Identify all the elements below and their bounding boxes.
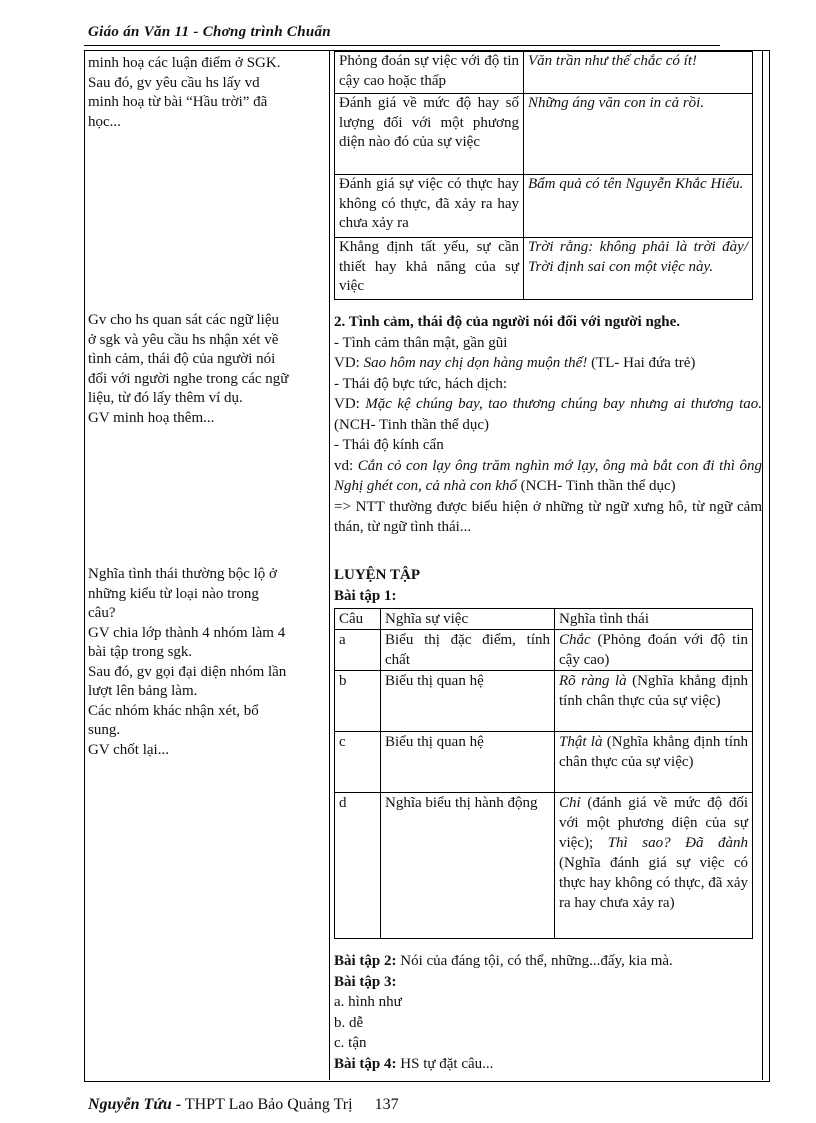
note-line: minh hoạ các luận điểm ở SGK. [88, 55, 281, 71]
section-heading: 2. Tình cảm, thái độ của người nói đối với người nghe. [334, 314, 681, 330]
modal-word: Thì sao? Đã đành [607, 835, 748, 851]
example-source: (NCH- Tinh thần thể dục) [334, 416, 489, 433]
practice-heading: LUYỆN TẬP [334, 567, 420, 583]
note-line: GV minh hoạ thêm... [88, 409, 215, 426]
vd-label: VD: [334, 355, 364, 371]
table-cell: Bẩm quả có tên Nguyễn Khắc Hiếu. [524, 175, 753, 238]
note-line: sung. [88, 722, 121, 738]
practice-heading-block [334, 565, 762, 606]
vd-label: VD: [334, 396, 366, 412]
vd-label: vd: [334, 457, 358, 474]
column-divider [329, 50, 330, 1080]
modal-explanation: (Phỏng đoán với độ tin cậy cao) [559, 632, 748, 668]
table-cell [555, 630, 753, 671]
example-source: (NCH- Tinh thần thể dục) [516, 478, 676, 494]
exercise-3-item: a. hình như [334, 994, 402, 1010]
note-line: bài tập trong sgk. [88, 644, 193, 660]
column-header: Nghĩa tình thái [555, 609, 753, 630]
note-line: Sau đó, gv gọi đại diện nhóm lần [88, 663, 287, 680]
table-row [335, 238, 753, 300]
exercise-label: Bài tập 4: [334, 1055, 397, 1072]
table-cell: Đánh giá sự việc có thực hay không có thực, đã xảy ra hay chưa xảy ra [335, 175, 524, 238]
page-footer [88, 1096, 399, 1114]
note-line: GV chốt lại... [88, 741, 169, 758]
page-number: 137 [374, 1096, 399, 1113]
example-source: (TL- Hai đứa trẻ) [587, 355, 696, 371]
note-line: những kiểu từ loại nào trong [88, 585, 259, 602]
table-cell [555, 732, 753, 793]
text-line: - Thái độ bực tức, hách dịch: [334, 375, 508, 392]
table-cell: Khẳng định tất yếu, sự cần thiết hay khả năng của sự việc [335, 238, 524, 300]
table-cell: Những áng văn con in cả rồi. [524, 94, 753, 175]
note-line: minh hoạ từ bài “Hầu trời” đã [88, 94, 268, 110]
modal-explanation: (đánh giá về mức độ đối với một phương diện của sự việc); [559, 795, 748, 851]
note-line: học... [88, 113, 121, 130]
note-line: tình cảm, thái độ của người nói [88, 351, 276, 367]
note-line: đối với người nghe trong các ngữ [88, 370, 289, 387]
example-line [334, 456, 762, 497]
exercises-2-4 [334, 951, 762, 1074]
table-cell: Phỏng đoán sự việc với độ tin cậy cao hoặc thấp [335, 52, 524, 94]
table-row [335, 630, 753, 671]
table-cell [555, 671, 753, 732]
exercise-label: Bài tập 2: [334, 953, 397, 969]
table-cell: d [335, 793, 381, 939]
table-cell: Trời rằng: không phải là trời đày/ Trời định sai con một việc này. [524, 238, 753, 300]
note-line: câu? [88, 605, 116, 621]
section-2 [334, 312, 762, 538]
table-row [335, 94, 753, 175]
author-name: Nguyễn Tứu - [88, 1096, 182, 1113]
exercise-4 [334, 1054, 762, 1075]
school-name: THPT Lao Bảo Quảng Trị [181, 1096, 353, 1113]
table-row [335, 671, 753, 732]
teacher-notes-1 [88, 54, 324, 132]
example-line [334, 394, 762, 435]
table-row [335, 793, 753, 939]
table-row [335, 175, 753, 238]
table-row [335, 52, 753, 94]
text-line: - Tình cảm thân mật, gần gũi [334, 334, 508, 351]
table-cell: b [335, 671, 381, 732]
note-line: Nghĩa tình thái thường bộc lộ ở [88, 566, 277, 582]
modal-word: Rõ ràng là [559, 673, 627, 689]
column-header: Câu [335, 609, 381, 630]
table-cell: Biểu thị quan hệ [381, 671, 555, 732]
table-cell: Đánh giá về mức độ hay số lượng đối với một phương diện nào đó của sự việc [335, 94, 524, 175]
modal-explanation: (Nghĩa khẳng định tính chân thực của sự việc) [559, 734, 748, 770]
note-line: Gv cho hs quan sát các ngữ liệu [88, 312, 279, 328]
note-line: ở sgk và yêu cầu hs nhận xét về [88, 331, 279, 348]
exercise-text: Nói của đáng tội, có thể, những...đấy, kia mà. [396, 953, 673, 969]
exercise-1-label: Bài tập 1: [334, 587, 397, 604]
table-cell [555, 793, 753, 939]
teacher-notes-2 [88, 311, 324, 428]
modality-examples-table [334, 51, 753, 300]
text-line: - Thái độ kính cẩn [334, 437, 444, 453]
header-rule [84, 45, 720, 46]
note-line: liệu, từ đó lấy thêm ví dụ. [88, 390, 243, 406]
conclusion: => NTT thường được biểu hiện ở những từ ngữ xưng hô, từ ngữ cảm thán, từ ngữ tình thái... [334, 498, 762, 535]
exercise-text: HS tự đặt câu... [396, 1055, 494, 1072]
table-cell: Văn trần như thế chắc có ít! [524, 52, 753, 94]
example-quote: Sao hôm nay chị dọn hàng muộn thế! [363, 355, 588, 371]
modal-explanation: (Nghĩa khẳng định tính chân thực của sự việc) [559, 673, 748, 709]
page-header-title: Giáo án Văn 11 - Chơng trình Chuẩn [88, 24, 331, 40]
exercise-3-label: Bài tập 3: [334, 973, 397, 990]
exercise-1-table [334, 608, 753, 939]
modal-word: Chỉ [559, 795, 581, 811]
table-header-row [335, 609, 753, 630]
note-line: Các nhóm khác nhận xét, bổ [88, 702, 259, 719]
example-line [334, 353, 762, 374]
table-cell: Biểu thị quan hệ [381, 732, 555, 793]
table-row [335, 732, 753, 793]
example-quote: Cắn cỏ con lạy ông trăm nghìn mớ lạy, ông mà bắt con đi thì ông Nghị ghét con, cả nhà con khổ [334, 457, 762, 494]
exercise-3-item: c. tận [334, 1035, 367, 1051]
modal-word: Chắc [559, 632, 591, 648]
exercise-2 [334, 951, 762, 972]
note-line: GV chia lớp thành 4 nhóm làm 4 [88, 624, 286, 641]
table-cell: c [335, 732, 381, 793]
note-line: Sau đó, gv yêu cầu hs lấy vd [88, 74, 260, 91]
table-cell: Biểu thị đặc điểm, tính chất [381, 630, 555, 671]
column-header: Nghĩa sự việc [381, 609, 555, 630]
note-line: lượt lên bảng làm. [88, 683, 198, 699]
inner-right-border [762, 50, 763, 1080]
teacher-notes-3 [88, 565, 324, 760]
modal-explanation: (Nghĩa đánh giá sự việc có thực hay không có thực, đã xảy ra hay chưa xảy ra) [559, 855, 748, 911]
exercise-3-item: b. dễ [334, 1014, 364, 1031]
table-cell: Nghĩa biểu thị hành động [381, 793, 555, 939]
modal-word: Thật là [559, 734, 603, 750]
example-quote: Mặc kệ chúng bay, tao thương chúng bay nhưng ai thương tao. [365, 396, 762, 412]
table-cell: a [335, 630, 381, 671]
